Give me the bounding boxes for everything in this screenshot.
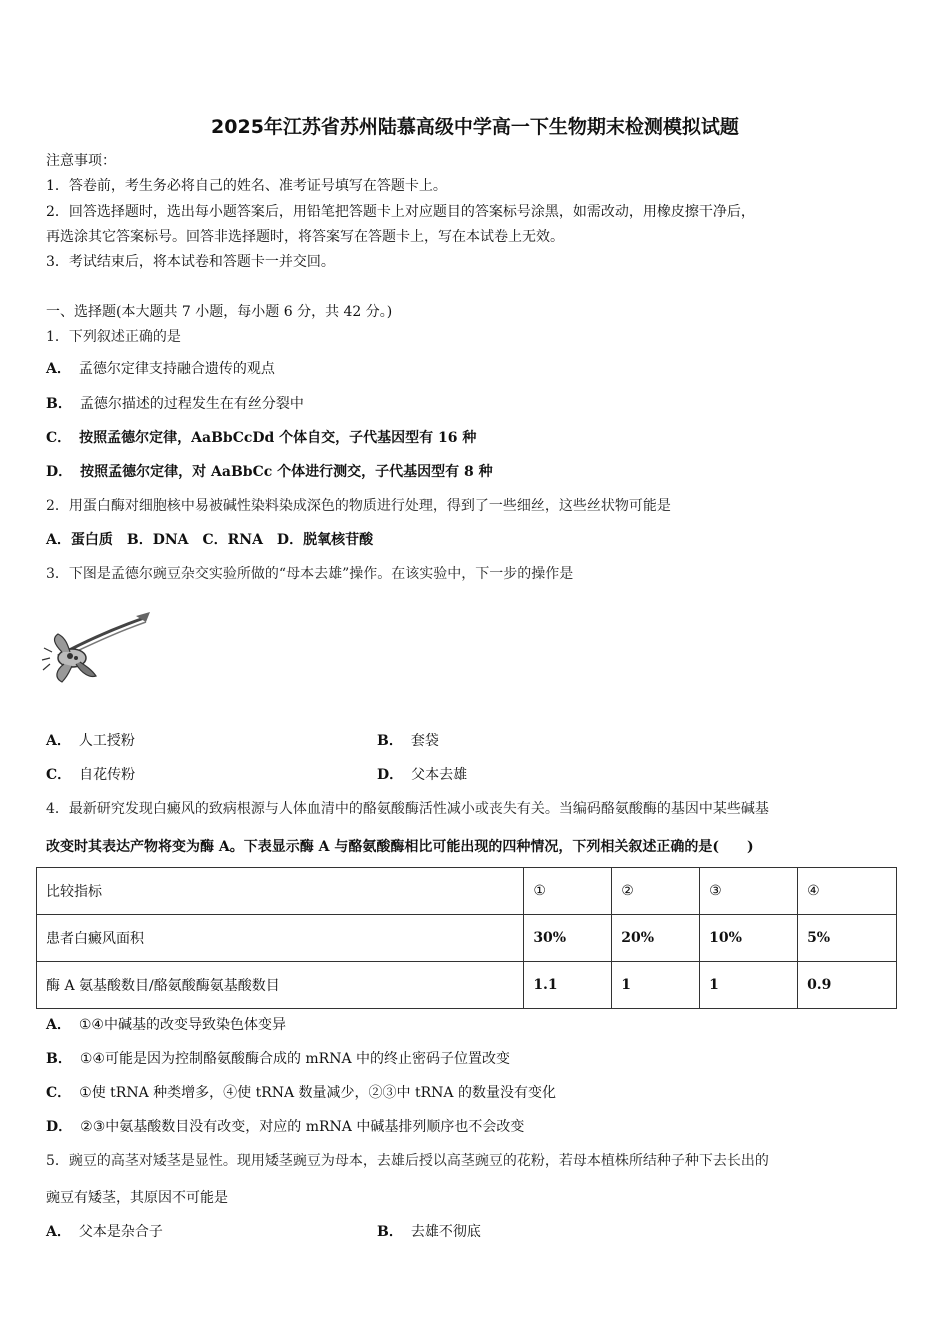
table-row bbox=[37, 868, 897, 915]
q3-option-b[interactable] bbox=[377, 732, 439, 750]
q1-option-b[interactable] bbox=[46, 395, 304, 413]
q4-option-a[interactable] bbox=[46, 1016, 286, 1034]
q2-stem: 2．用蛋白酶对细胞核中易被碱性染料染成深色的物质进行处理，得到了一些细丝，这些丝状物可能是 bbox=[46, 498, 671, 514]
table-row bbox=[37, 962, 897, 1009]
table-cell: 比较指标 bbox=[37, 868, 524, 915]
option-label: B． bbox=[46, 1051, 72, 1067]
option-text: 按照孟德尔定律，AaBbCcDd 个体自交，子代基因型有 16 种 bbox=[79, 430, 477, 446]
q3-option-d[interactable] bbox=[377, 766, 467, 784]
q4-stem-line1: 4．最新研究发现白癜风的致病根源与人体血清中的酪氨酸酶活性减小或丧失有关。当编码酪氨酸酶的基因中某些碱基 bbox=[46, 801, 769, 817]
q1-stem: 1．下列叙述正确的是 bbox=[46, 329, 181, 345]
option-label: C． bbox=[46, 767, 72, 783]
option-text: 套袋 bbox=[410, 733, 439, 749]
table-cell: 0.9 bbox=[798, 962, 897, 1009]
notice-item-2: 2．回答选择题时，选出每小题答案后，用铅笔把答题卡上对应题目的答案标号涂黑，如需改动，用橡皮擦干净后， bbox=[46, 204, 755, 220]
option-text: 孟德尔定律支持融合遗传的观点 bbox=[78, 361, 275, 377]
q5-stem-line1: 5．豌豆的高茎对矮茎是显性。现用矮茎豌豆为母本，去雄后授以高茎豌豆的花粉，若母本植株所结种子种下去长出的 bbox=[46, 1153, 769, 1169]
q4-option-d[interactable] bbox=[46, 1118, 524, 1136]
option-text: ②③中氨基酸数目没有改变，对应的 mRNA 中碱基排列顺序也不会改变 bbox=[80, 1119, 525, 1135]
q3-option-c[interactable] bbox=[46, 766, 135, 784]
option-label: D． bbox=[377, 767, 404, 783]
table-cell: 酶 A 氨基酸数目/酪氨酸酶氨基酸数目 bbox=[37, 962, 524, 1009]
table-cell: 1 bbox=[612, 962, 700, 1009]
option-text: 人工授粉 bbox=[78, 733, 135, 749]
table-cell: 20% bbox=[612, 915, 700, 962]
option-label: A． bbox=[46, 361, 71, 377]
option-text: ①④可能是因为控制酪氨酸酶合成的 mRNA 中的终止密码子位置改变 bbox=[79, 1051, 511, 1067]
option-label: B． bbox=[377, 733, 403, 749]
q1-option-c[interactable] bbox=[46, 429, 476, 447]
notice-item-2-cont: 再选涂其它答案标号。回答非选择题时，将答案写在答题卡上，写在本试卷上无效。 bbox=[46, 229, 564, 245]
q3-option-a[interactable] bbox=[46, 732, 135, 750]
table-cell: 1.1 bbox=[524, 962, 612, 1009]
exam-title: 2025年江苏省苏州陆慕高级中学高一下生物期末检测模拟试题 bbox=[211, 116, 739, 138]
option-text: ①使 tRNA 种类增多，④使 tRNA 数量减少，②③中 tRNA 的数量没有变化 bbox=[79, 1085, 556, 1101]
option-label: C． bbox=[46, 430, 72, 446]
notice-item-3: 3．考试结束后，将本试卷和答题卡一并交回。 bbox=[46, 254, 335, 270]
table-cell: 5% bbox=[798, 915, 897, 962]
q4-stem-line2: 改变时其表达产物将变为酶 A。下表显示酶 A 与酪氨酸酶相比可能出现的四种情况，下列相关叙述正确的是( ) bbox=[46, 839, 754, 855]
q1-option-a[interactable] bbox=[46, 360, 275, 378]
q3-stem: 3．下图是孟德尔豌豆杂交实验所做的“母本去雄”操作。在该实验中，下一步的操作是 bbox=[46, 566, 574, 582]
option-text: 父本去雄 bbox=[411, 767, 468, 783]
q4-option-b[interactable] bbox=[46, 1050, 510, 1068]
option-text: 去雄不彻底 bbox=[410, 1224, 481, 1240]
q5-option-a[interactable] bbox=[46, 1223, 163, 1241]
table-cell: ② bbox=[612, 868, 700, 915]
option-label: D． bbox=[46, 1119, 73, 1135]
table-cell: 患者白癜风面积 bbox=[37, 915, 524, 962]
q2-options[interactable]: A．蛋白质 B．DNA C．RNA D．脱氧核苷酸 bbox=[46, 532, 374, 548]
option-label: B． bbox=[46, 396, 72, 412]
table-cell: ① bbox=[524, 868, 612, 915]
q1-option-d[interactable] bbox=[46, 463, 493, 481]
option-label: C． bbox=[46, 1085, 72, 1101]
table-row bbox=[37, 915, 897, 962]
option-text: 按照孟德尔定律，对 AaBbCc 个体进行测交，子代基因型有 8 种 bbox=[80, 464, 493, 480]
table-cell: 30% bbox=[524, 915, 612, 962]
q5-option-b[interactable] bbox=[377, 1223, 481, 1241]
q4-option-c[interactable] bbox=[46, 1084, 556, 1102]
comparison-table bbox=[36, 867, 897, 1009]
option-label: A． bbox=[46, 1017, 71, 1033]
option-text: 自花传粉 bbox=[79, 767, 136, 783]
section-heading: 一、选择题(本大题共 7 小题，每小题 6 分，共 42 分。) bbox=[46, 304, 393, 320]
emasculation-figure bbox=[40, 608, 152, 688]
option-label: A． bbox=[46, 1224, 71, 1240]
option-label: A． bbox=[46, 733, 71, 749]
table-cell: 10% bbox=[700, 915, 798, 962]
q5-stem-line2: 豌豆有矮茎，其原因不可能是 bbox=[46, 1190, 228, 1206]
notice-heading: 注意事项： bbox=[46, 153, 116, 169]
option-text: ①④中碱基的改变导致染色体变异 bbox=[78, 1017, 286, 1033]
option-label: D． bbox=[46, 464, 73, 480]
option-text: 父本是杂合子 bbox=[78, 1224, 163, 1240]
table-cell: 1 bbox=[700, 962, 798, 1009]
table-cell: ④ bbox=[798, 868, 897, 915]
option-label: B． bbox=[377, 1224, 403, 1240]
notice-item-1: 1．答卷前，考生务必将自己的姓名、准考证号填写在答题卡上。 bbox=[46, 178, 447, 194]
option-text: 孟德尔描述的过程发生在有丝分裂中 bbox=[79, 396, 304, 412]
table-cell: ③ bbox=[700, 868, 798, 915]
